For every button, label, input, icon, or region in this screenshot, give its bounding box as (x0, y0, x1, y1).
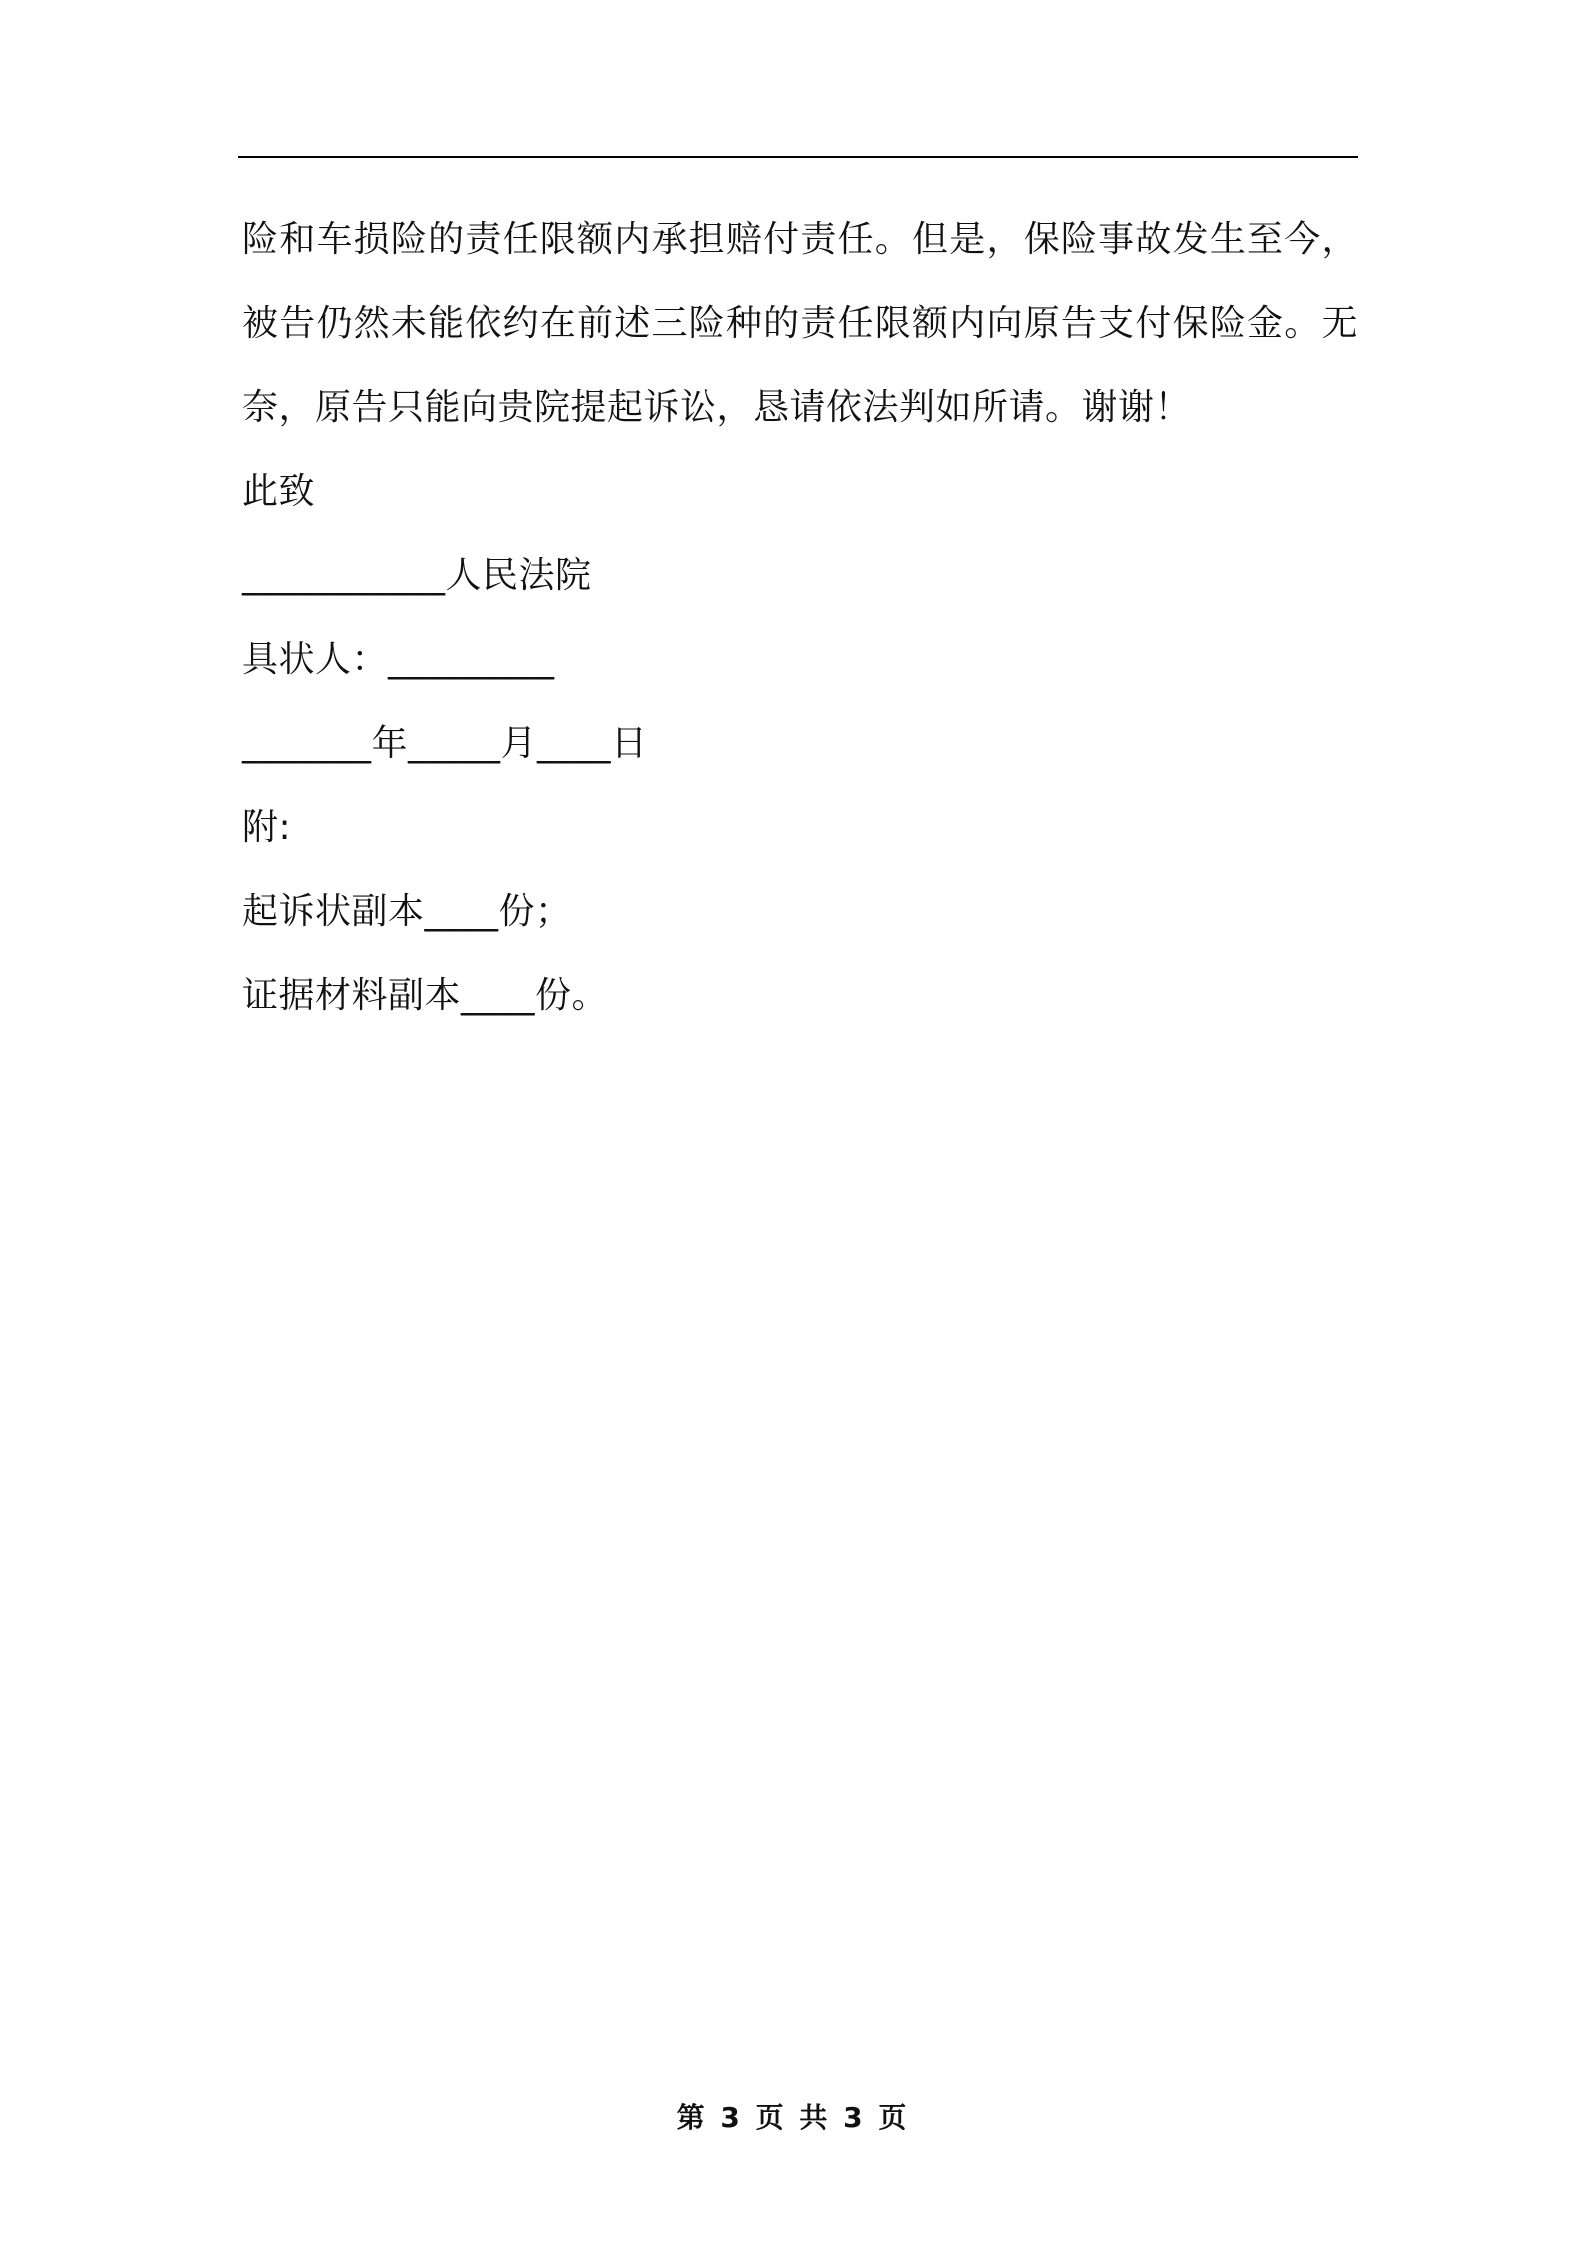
paragraph-line: 险和车损险的责任限额内承担赔付责任。但是，保险事故发生至今， (242, 219, 1358, 260)
page-number-footer (0, 2096, 1586, 2136)
page-number-label: 第 3 页 共 3 页 (676, 2101, 910, 2134)
document-body (242, 198, 1362, 1038)
attachment-heading: 附: (242, 807, 292, 848)
paragraph-line: 被告仍然未能依约在前述三险种的责任限额内向原告支付保险金。无 (242, 303, 1358, 344)
attachment-item: 证据材料副本____份。 (242, 975, 609, 1016)
header-rule (238, 156, 1358, 158)
salutation-line: 此致 (242, 471, 316, 512)
petitioner-signature-line: 具状人：_________ (242, 639, 555, 680)
attachment-item: 起诉状副本____份； (242, 891, 572, 932)
court-name-line: ___________人民法院 (242, 555, 592, 596)
paragraph-line: 奈，原告只能向贵院提起诉讼，恳请依法判如所请。谢谢！ (242, 387, 1192, 428)
date-line: _______年_____月____日 (242, 723, 648, 764)
